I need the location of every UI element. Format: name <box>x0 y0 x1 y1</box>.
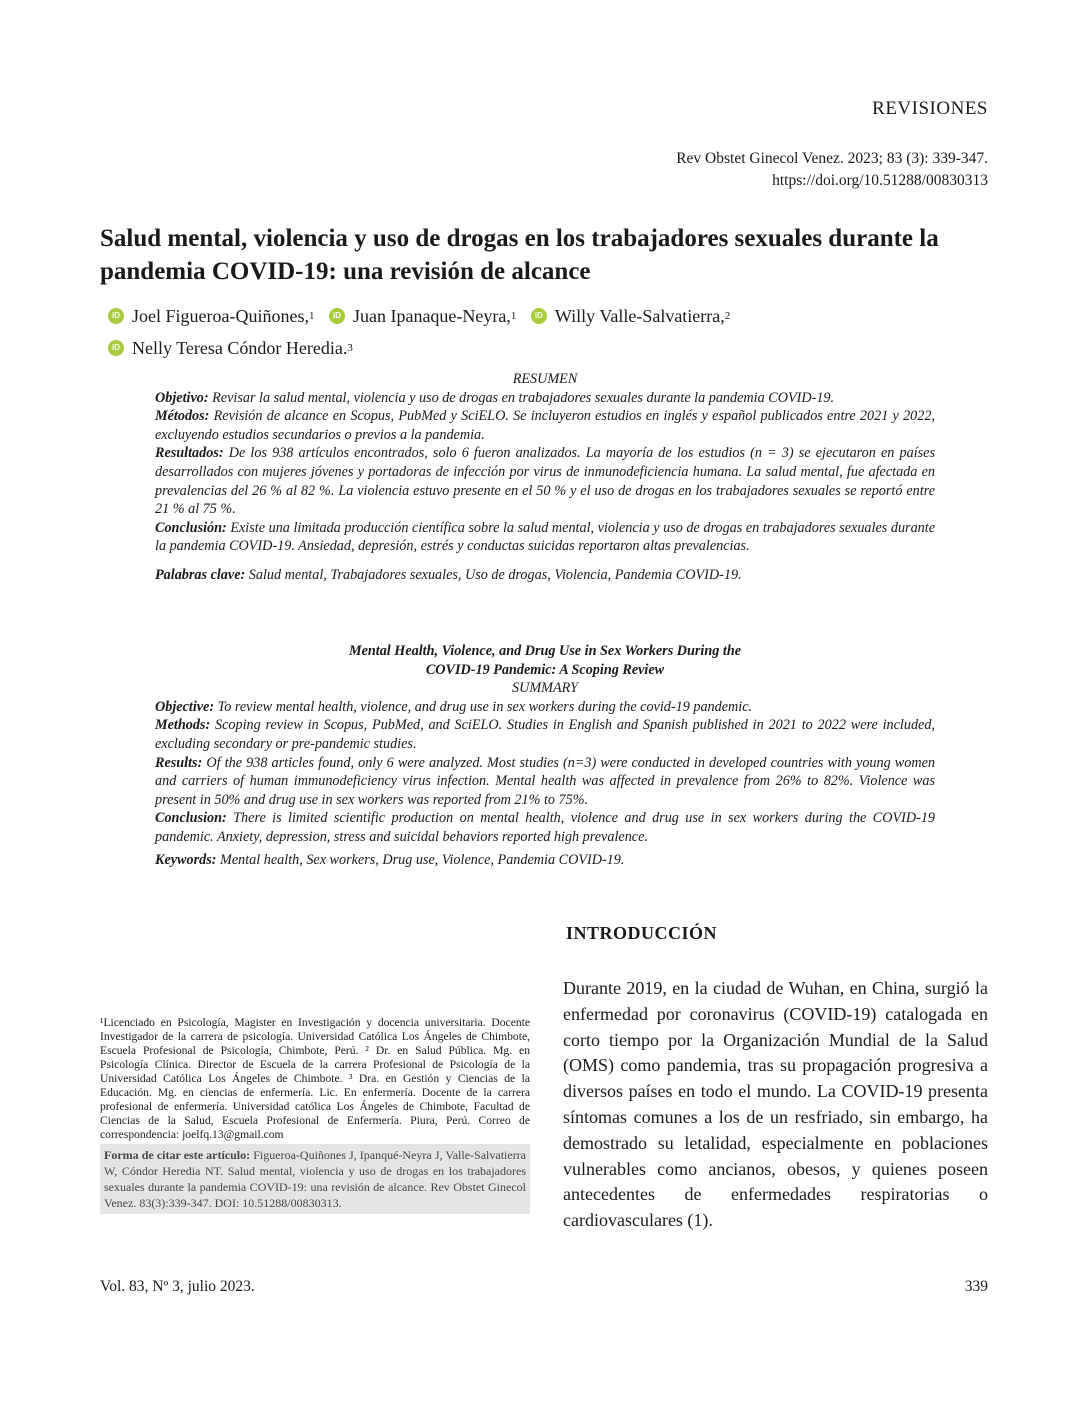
resumen-conclusion: Conclusión: Existe una limitada producción científica sobre la salud mental, violencia y uso de drogas en trabajadores sexuales durante la pandemia COVID-19. Ansiedad, depresión, estrés y conductas suicidas reportaron altas prevalencias. <box>155 519 936 555</box>
orcid-icon[interactable]: iD <box>531 308 547 324</box>
affiliation-mark: 1 <box>308 310 315 322</box>
intro-paragraph: Durante 2019, en la ciudad de Wuhan, en China, surgió la enfermedad por coronavirus (COVID-19) catalogada en corto tiempo por la Organización Mundial de la Salud (OMS) como pandemia, tras su propagación progresiva a diversos países en todo el mundo. La COVID-19 presenta síntomas comunes a los de un resfriado, sin embargo, ha demostrado su letalidad, especialmente en poblaciones vulnerables como ancianos, obesos, y quienes poseen antecedentes de enfermedades respiratorias o cardiovasculares (1). <box>563 978 988 1231</box>
footer-volume: Vol. 83, Nº 3, julio 2023. <box>100 1278 255 1295</box>
author-1 <box>108 302 314 330</box>
orcid-icon[interactable]: iD <box>108 340 124 356</box>
author-name: Juan Ipanaque-Neyra, <box>352 306 511 326</box>
section-label: REVISIONES <box>872 98 988 119</box>
resumen-metodos: Métodos: Revisión de alcance en Scopus, PubMed y SciELO. Se incluyeron estudios en inglés y español publicados entre 2021 y 2022, excluyendo estudios secundarios o previos a la pandemia. <box>155 408 936 443</box>
affiliation-mark: 2 <box>724 310 731 322</box>
english-title: Mental Health, Violence, and Drug Use in Sex Workers During the COVID-19 Pandemic: A Scoping Review <box>348 643 742 678</box>
how-to-cite-box <box>100 1144 530 1214</box>
journal-citation <box>676 148 988 192</box>
doi-link[interactable]: https://doi.org/10.51288/00830313 <box>772 172 988 189</box>
author-name: Joel Figueroa-Quiñones, <box>132 306 309 326</box>
orcid-icon[interactable]: iD <box>108 308 124 324</box>
summary-methods: Methods: Scoping review in Scopus, PubMed, and SciELO. Studies in English and Spanish published in 2021 to 2022 were included, excluding secondary or pre-pandemic studies. <box>155 717 935 752</box>
summary-conclusion: Conclusion: There is limited scientific production on mental health, violence and drug use in sex workers during the COVID-19 pandemic. Anxiety, depression, stress and suicidal behaviors reported high prevalence. <box>155 810 936 845</box>
summary-heading: SUMMARY <box>512 680 578 697</box>
resumen-objetivo: Objetivo: Revisar la salud mental, violencia y uso de drogas en trabajadores sexuales durante la pandemia COVID-19. <box>155 389 835 406</box>
cite-label: Forma de citar este artículo: <box>104 1148 251 1162</box>
author-list <box>108 298 968 362</box>
affiliation-mark: 3 <box>347 342 353 354</box>
author-4 <box>108 334 353 362</box>
citation-line: Rev Obstet Ginecol Venez. 2023; 83 (3): 339-347. <box>676 150 988 167</box>
author-name: Nelly Teresa Cóndor Heredia. <box>132 338 348 358</box>
cite-text: Figueroa-Quiñones J, Ipanqué-Neyra J, Valle-Salvatierra W, Cóndor Heredia NT. Salud mental, violencia y uso de drogas en los trabajadores sexuales durante la pandemia COVID-19: una revisión de alcance. Rev Obstet Ginecol Venez. 83(3):339-347. DOI: 10.51288/00830313. <box>104 1148 527 1210</box>
article-title: Salud mental, violencia y uso de drogas en los trabajadores sexuales durante la pandemia COVID-19: una revisión de alcance <box>100 225 939 285</box>
summary-keywords: Keywords: Mental health, Sex workers, Drug use, Violence, Pandemia COVID-19. <box>155 851 625 868</box>
affiliation-footnote: ¹Licenciado en Psicología, Magister en Investigación y docencia universitaria. Docente Investigador de la carrera de psicología. Universidad Católica Los Ángeles de Chimbote, Escuela Profesional de Psicología, Chimbote, Perú. ² Dr. en Salud Pública. Mg. en Psicología Clínica. Director de Escuela de la carrera Profesional de Psicología de la Universidad Católica Los Ángeles de Chimbote. ³ Dra. en Gestión y Ciencias de la Educación. Mg. en ciencias de enfermería. Lic. En enfermería. Docente de la carrera profesional de enfermería. Universidad católica Los Ángeles de Chimbote, Facultad de Ciencias de la Salud, Escuela Profesional de Enfermería. Piura, Perú. Correo de correspondencia: joelfq.13@gmail.com <box>100 1016 530 1141</box>
page-number: 339 <box>964 1278 988 1295</box>
resumen-resultados: Resultados: De los 938 artículos encontrados, solo 6 fueron analizados. La mayoría de los estudios (n = 3) se ejecutaron en países desarrollados con mujeres jóvenes y portadoras de infección por virus de inmunodeficiencia humana. La salud mental, fue afectada en prevalencias del 26 % al 82 %. La violencia estuvo presente en el 50 % y el uso de drogas en los trabajadores sexuales se reportó entre 21 % al 75 %. <box>155 445 935 518</box>
resumen-keywords: Palabras clave: Salud mental, Trabajadores sexuales, Uso de drogas, Violencia, Pandemia COVID-19. <box>155 566 742 583</box>
author-3 <box>531 302 730 330</box>
intro-heading: INTRODUCCIÓN <box>566 923 718 943</box>
orcid-icon[interactable]: iD <box>329 308 345 324</box>
author-name: Willy Valle-Salvatierra, <box>554 306 725 326</box>
summary-objective: Objective: To review mental health, violence, and drug use in sex workers during the covid-19 pandemic. <box>155 698 753 715</box>
author-2 <box>329 302 516 330</box>
resumen-block <box>155 370 935 585</box>
summary-results: Results: Of the 938 articles found, only 6 were analyzed. Most studies (n=3) were conducted in developed countries with young women and carriers of human immunodeficiency virus infection. Mental health was affected in prevalence from 26% to 82%. Violence was present in 50% and drug use in sex workers was reported from 21% to 75%. <box>155 754 936 808</box>
summary-block <box>155 642 935 869</box>
affiliation-mark: 1 <box>510 310 517 322</box>
resumen-heading: RESUMEN <box>512 371 578 387</box>
